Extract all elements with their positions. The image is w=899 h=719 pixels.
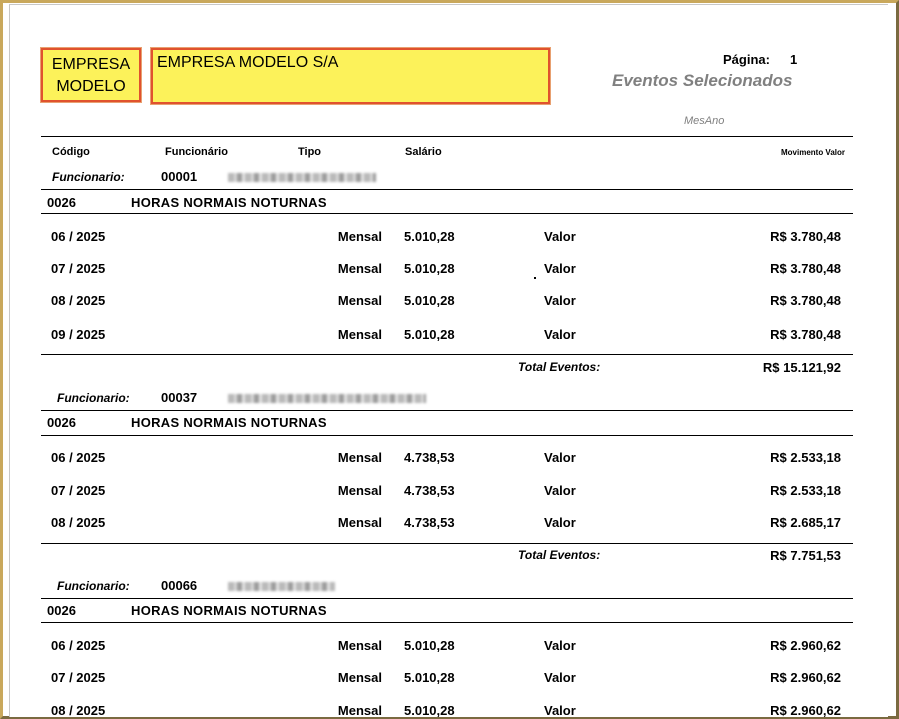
row-period: 08 / 2025 bbox=[51, 293, 106, 308]
mesano-label: MesAno bbox=[684, 115, 725, 127]
total-eventos-value: R$ 7.751,53 bbox=[770, 548, 841, 563]
row-valor: R$ 3.780,48 bbox=[770, 229, 841, 244]
row-movimento: Valor bbox=[544, 670, 576, 685]
company-logo bbox=[41, 48, 141, 102]
row-movimento: Valor bbox=[544, 261, 576, 276]
row-valor: R$ 3.780,48 bbox=[770, 261, 841, 276]
row-movimento: Valor bbox=[544, 703, 576, 718]
page-label: Página: bbox=[723, 52, 770, 67]
stray-mark bbox=[534, 277, 536, 279]
row-period: 06 / 2025 bbox=[51, 229, 106, 244]
section-divider bbox=[41, 435, 853, 436]
funcionario-label: Funcionario: bbox=[52, 170, 125, 184]
section-divider bbox=[41, 410, 853, 411]
total-eventos-value: R$ 15.121,92 bbox=[762, 360, 841, 375]
row-movimento: Valor bbox=[544, 638, 576, 653]
company-name: EMPRESA MODELO S/A bbox=[157, 54, 339, 71]
column-header-movimento-valor: Movimento Valor bbox=[780, 148, 845, 157]
redacted-employee-name bbox=[228, 394, 426, 403]
redacted-employee-name bbox=[228, 173, 376, 182]
row-tipo: Mensal bbox=[337, 450, 382, 465]
row-valor: R$ 3.780,48 bbox=[770, 293, 841, 308]
total-eventos-label: Total Eventos: bbox=[518, 548, 601, 562]
redacted-employee-name bbox=[228, 582, 335, 591]
section-divider bbox=[41, 598, 853, 599]
section-divider bbox=[41, 213, 853, 214]
row-period: 07 / 2025 bbox=[51, 483, 106, 498]
row-period: 07 / 2025 bbox=[51, 670, 106, 685]
header-divider bbox=[41, 136, 853, 137]
logo-line-2: MODELO bbox=[56, 78, 126, 95]
event-code: 0026 bbox=[47, 195, 76, 210]
report-subtitle: Eventos Selecionados bbox=[612, 71, 793, 90]
funcionario-code: 00037 bbox=[161, 390, 198, 405]
row-salario: 5.010,28 bbox=[404, 638, 455, 653]
row-salario: 5.010,28 bbox=[404, 261, 455, 276]
row-period: 06 / 2025 bbox=[51, 638, 106, 653]
event-name: HORAS NORMAIS NOTURNAS bbox=[131, 415, 327, 430]
total-divider bbox=[41, 354, 853, 355]
row-valor: R$ 3.780,48 bbox=[770, 327, 841, 342]
company-name-box bbox=[151, 48, 550, 104]
row-valor: R$ 2.685,17 bbox=[770, 515, 841, 530]
row-tipo: Mensal bbox=[337, 638, 382, 653]
row-valor: R$ 2.960,62 bbox=[770, 670, 841, 685]
row-period: 08 / 2025 bbox=[51, 703, 106, 718]
row-salario: 5.010,28 bbox=[404, 327, 455, 342]
row-period: 09 / 2025 bbox=[51, 327, 106, 342]
row-tipo: Mensal bbox=[337, 670, 382, 685]
row-salario: 5.010,28 bbox=[404, 229, 455, 244]
total-divider bbox=[41, 543, 853, 544]
event-name: HORAS NORMAIS NOTURNAS bbox=[131, 603, 327, 618]
row-salario: 4.738,53 bbox=[404, 450, 455, 465]
row-valor: R$ 2.533,18 bbox=[770, 450, 841, 465]
row-valor: R$ 2.960,62 bbox=[770, 703, 841, 718]
event-code: 0026 bbox=[47, 603, 76, 618]
total-eventos-label: Total Eventos: bbox=[518, 360, 601, 374]
event-name: HORAS NORMAIS NOTURNAS bbox=[131, 195, 327, 210]
row-period: 06 / 2025 bbox=[51, 450, 106, 465]
event-code: 0026 bbox=[47, 415, 76, 430]
row-tipo: Mensal bbox=[337, 515, 382, 530]
row-period: 07 / 2025 bbox=[51, 261, 106, 276]
row-movimento: Valor bbox=[544, 293, 576, 308]
row-tipo: Mensal bbox=[337, 261, 382, 276]
section-divider bbox=[41, 189, 853, 190]
row-tipo: Mensal bbox=[337, 293, 382, 308]
row-tipo: Mensal bbox=[337, 229, 382, 244]
row-tipo: Mensal bbox=[337, 483, 382, 498]
row-salario: 4.738,53 bbox=[404, 483, 455, 498]
row-movimento: Valor bbox=[544, 229, 576, 244]
row-salario: 5.010,28 bbox=[404, 670, 455, 685]
row-movimento: Valor bbox=[544, 483, 576, 498]
row-movimento: Valor bbox=[544, 450, 576, 465]
row-tipo: Mensal bbox=[337, 703, 382, 718]
row-salario: 5.010,28 bbox=[404, 703, 455, 718]
page-number: 1 bbox=[790, 52, 798, 67]
row-valor: R$ 2.960,62 bbox=[770, 638, 841, 653]
row-movimento: Valor bbox=[544, 515, 576, 530]
column-header-salario: Salário bbox=[405, 146, 442, 158]
row-valor: R$ 2.533,18 bbox=[770, 483, 841, 498]
logo-line-1: EMPRESA bbox=[51, 56, 131, 73]
column-header-codigo: Código bbox=[52, 146, 90, 158]
funcionario-code: 00066 bbox=[161, 578, 198, 593]
section-divider bbox=[41, 622, 853, 623]
row-tipo: Mensal bbox=[337, 327, 382, 342]
funcionario-label: Funcionario: bbox=[57, 579, 130, 593]
row-salario: 4.738,53 bbox=[404, 515, 455, 530]
column-header-tipo: Tipo bbox=[298, 146, 322, 158]
row-movimento: Valor bbox=[544, 327, 576, 342]
funcionario-label: Funcionario: bbox=[57, 391, 130, 405]
column-header-funcionario: Funcionário bbox=[165, 146, 228, 158]
row-salario: 5.010,28 bbox=[404, 293, 455, 308]
row-period: 08 / 2025 bbox=[51, 515, 106, 530]
funcionario-code: 00001 bbox=[161, 169, 198, 184]
